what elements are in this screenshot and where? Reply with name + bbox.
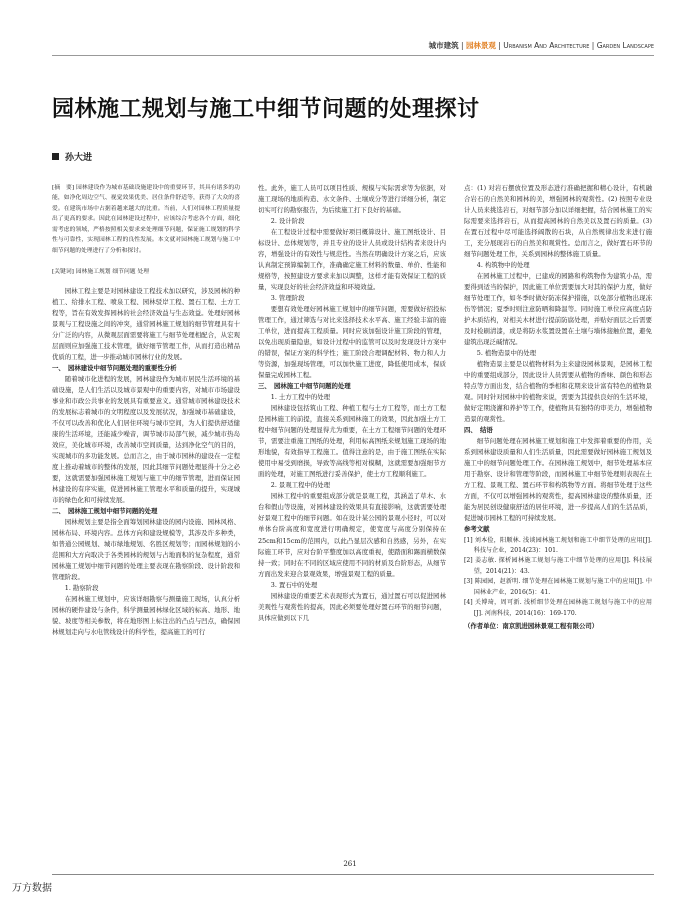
paragraph: 三、 园林施工中细节问题的处理 — [258, 382, 351, 391]
paragraph: 二、 园林施工规划中细节问题的处理 — [52, 507, 158, 516]
paragraph: 园林建设包括筑山工程、种植工程与土方工程等，而土方工程是园林施工的前提，直接关系到园林施工的效果，因此加强土方工程中细节问题的处理显得尤为重要，在土方工程细节问题的处理环节，需要注重施工图纸的处理，利用标高图纸来规划施工现场的地形地貌，有效指导工程施工。值得注意的是，由于施工图纸在实际使用中易受到磨损，导致等高线等相对模糊，这就需要加强细节方面的处理，对施工图纸进行妥善保护，使土方工程顺利施工。 — [258, 404, 446, 479]
header-english: Urbanism And Architecture — [503, 41, 590, 50]
footer-divider — [52, 874, 654, 875]
text-column-1 — [52, 183, 240, 638]
header-section: 城市建筑 — [428, 41, 459, 50]
paragraph: 性。此外，施工人员可以项目性质、规模与实际需求等为依据，对施工现场的地质构造、水文条件、土壤成分等进行详细分析，制定切实可行的勘察报告，为后续施工打下良好的基础。 — [258, 184, 446, 215]
paragraph: 在工程设计过程中需要做好项目概算设计、施工图纸设计、目标设计、总体规划等，并且专业的设计人员或设计结构者来设计内容，增强设计的有效性与规范性。当然在明确设计方案之后，应该认真制定预算编制工作，准确确定施工材料的数量、单价、性能和规格等，按照建设方要求来加以调整，这样才能有效保证工程的质量，实现良好的社会经济效益和环境效益。 — [258, 228, 446, 292]
paragraph: [4] 关博琦，周可新. 浅析细节处理在园林施工规划与施工中的应用[J]. 河南科技，2014(16)：169-170. — [464, 599, 652, 617]
paragraph: 随着城市化进程的发展，园林建设作为城市居民生活环境的基础设施，是人们生活以及城市景观中的重要内容，对城市市场建设事业和市政公共事业的发展具有重要意义。通常城市园林建设技术的发展标志着城市的文明程度以及发展状况，加强城市基础建设，不仅可以改善和优化人们居住环境与城市空间，为人们提供舒适健康的生活环境，还能减少噪音，调节城市局部气候，减少城市热岛效应，美化城市环境，改善城市空间质量，达到净化空气的目的，实现城市的多功能发展。总而言之，由于城市园林的建设在一定程度上推动着城市的整体的发展，因此其细节问题处理显得十分之必要，这就需要加强园林施工规划与施工中的细节管理，进而保证园林建设的有序实施，促进园林施工管理水平和质量的提升，实现城市的绿色化和可持续发展。 — [52, 375, 240, 505]
paragraph: 细节问题处理在园林施工规划和施工中发挥着重要的作用，关系到园林建设质量和人们生活质量，因此需要做好园林施工规划及施工中的细节问题处理工作。在园林施工规划中，细节处理基本应用于勘察、设计和管理等阶段，而园林施工中细节处理则表现在土方工程、景观工程、置石环节和构筑物等方面。将细节处理于这些方面，不仅可以增强园林的观赏性，提高园林建设的整体质量，还能为居民创设健康舒适的居住环境，进一步提高人们的生活品质，促进城市园林工程的可持续发展。 — [464, 437, 652, 523]
paragraph: 1. 土方工程中的处理 — [270, 393, 331, 402]
author-name: 孙大进 — [65, 153, 93, 163]
paragraph: 参考文献 — [464, 525, 490, 534]
paragraph: 2. 景观工程中的处理 — [270, 481, 331, 490]
paragraph: [关键词] 园林施工规划 细节问题 处理 — [52, 268, 150, 275]
paragraph: 3. 置石中的处理 — [270, 580, 318, 589]
header-english-sub: Garden Landscape — [596, 41, 654, 50]
paragraph: 点：(1) 对岩石摆放位置及形态进行准确把握和精心设计，有机融合岩石的自然美和园林的美，增强园林的观赏性。(2) 按照专业设计人员来挑选岩石，对细节部分加以详细把握，结合园林施工的实际需要来选择岩石，从而提高园林的自然美以及置石的质量。(3) 在置石过程中尽可能选择阔散的石块，从自然规律出发来进行施工，充分展现岩石的自然美和观赏性。总而言之，做好置石环节的细节问题处理工作，关系到园林的整体施工质量。 — [464, 184, 652, 259]
paragraph: 园林工程主要是对园林建设工程技术加以研究，涉及园林的种植工、给排水工程、喷泉工程、园林驳岸工程、置石工程、土方工程等，旨在有效发挥园林的社会经济效益与生态效益。处理好园林景观与工程设施之间的冲突，通常园林施工规划的细节管理具有十分广泛的内容，从微观层面需要将施工与细节处理相配合，从宏观层面则应加强施工技术管理，做好细节管理工作，从而打造出精品优质的工程，进一步推动城市园林行业的发展。 — [52, 286, 240, 362]
paragraph: [2] 姜志敏. 探析园林施工规划与施工中细节处理的应用[J]. 科技展望，2014(21)：43. — [464, 557, 652, 575]
running-header: 城市建筑 | 园林景观 | Urbanism And Architecture | Garden Landscape — [428, 41, 654, 50]
author-square-icon — [52, 153, 59, 160]
header-subsection: 园林景观 — [465, 41, 496, 50]
paragraph: [1] 刘本俭，阳顺林. 浅谈园林施工规划和施工中细节处理的应用[J]. 科技与企业，2014(23)：101. — [464, 536, 652, 554]
paragraph: [摘 要] 园林建设作为城市基础设施建设中的重要环节，其具有诸多的功能，如净化周边空气、视觉效果优美、居住条件舒适等，获得了大众的喜爱。在建筑市场中占据着越来越大的比重。当前，人们对园林工程质量提出了更高的要求。因此在园林建设过程中，应该综合考虑各个方面，细化需考虑的领域，严格按照相关要求来处理细节问题，保证施工规划的科学性与可靠性，实现园林工程的良性发展。本文就对园林施工规划与施工中细节问题的处理进行了分析和探讨。 — [52, 185, 240, 254]
paragraph: 园林建设的重要艺术表现形式为置石，通过置石可以促进园林美观性与观赏性的提高，因此必须要处理好置石环节的细节问题，具体应做到以下几 — [258, 591, 446, 622]
paragraph: 园林工程中的重要组成部分就是景观工程，其涵盖了草木、水台和假山等设施，对园林建设的效果具有直接影响，这就需要处理好景观工程中的细节问题。如在设计某公园的景观小径时，可以对单体台阶高度和宽度进行明确规定，使宽度与高度分别保持在25cm和15cm的范围内，以此凸显层次感和自然感，另外，在实际施工环节，应对台阶平整度加以高度重视，使踏面和踢面横数保持一致；同时在不同的区域应使用不同的材质及台阶形态，从细节方面出发来迎合景观效果，增强景观工程的质量。 — [258, 492, 446, 578]
paragraph: 植物造景主要是以植物材料为主来建设园林景观，是园林工程中的重要组成部分，因此设计人员需要从植物的香味、颜色和形态特点等方面出发，结合植物的季相和花期来设计富有特色的植物景观。同时针对园林中的植物来说，需要为其提供良好的生活环境，做好定期浇灌和养护等工作，使植物具有独特的审美力，增强植物造景的观赏性。 — [464, 360, 652, 424]
paragraph: 要想有效处理好园林施工规划中的细节问题，需要做好招投标管理工作，通过筛选与对比来选择技术水平高、施工经验丰富的施工单位，进而提高工程质量。同时应该加强设计施工阶段的管理，以免出现质量隐患，如设计过程中的监管可以及时发现设计方案中的错误，保证方案的科学性；施工阶段合理调配材料、物力和人力等资源，加强现场管理，可以加快施工进度，降低使用成本，保质保量完成园林工程。 — [258, 305, 446, 380]
paragraph: 一、 园林建设中细节问题处理的重要性分析 — [52, 364, 177, 373]
page-number: 261 — [343, 860, 357, 868]
paragraph: 园林规划主要是指全面筹划园林建设的园内设施、园林风格、园林布局、环境内容。总体方向和建设规模等，其涉及许多种类，如普通公园规划、城市绿地规划、名胜区规划等；而园林规划的小范围和大方向取决于各类园林的规划与占地面积的复杂程度，通常园林施工规划中细节问题的处理主要表现在勘察阶段、设计阶段和管理阶段。 — [52, 518, 240, 582]
paragraph: 在园林施工规划中，应该详细勘察与测量施工现场，认真分析园林的硬件建设与条件，科学测量园林绿化区域的标高、地形、地貌、坡度等相关参数，将在地形图上标注出的凸点与凹点，确保园林规划走向与水电管线设计的科学性，提高施工的可行 — [52, 595, 240, 637]
paragraph: 4. 构筑物中的处理 — [476, 261, 530, 270]
text-column-3 — [464, 183, 652, 632]
paragraph: 2. 设计阶段 — [270, 217, 305, 226]
text-column-2 — [258, 183, 446, 624]
article-title: 园林施工规划与施工中细节问题的处理探讨 — [52, 97, 480, 122]
paragraph: 四、 结语 — [464, 426, 493, 435]
paragraph: [3] 陈园园，赵新明. 细节处理在园林施工规划与施工中的应用[J]. 中国林业产业，2016(5)：41. — [464, 578, 652, 596]
footer-logo: 万方数据 — [12, 883, 52, 894]
paragraph: 在园林施工过程中，已建成的园路和构筑物作为建筑小品，需要得到适当的保护，因此施工单位需要加大对其的保护力度，做好细节处理工作，如冬季时做好防冻保护措施，以免部分植物出现冻伤等情况；夏季时则注意防晒和降温等。同时施工单位应高度点防护木质结构，对相关木材进行提前防腐处理，并贴好面层之后需要及时检刷清漆，或是将防水浆置设置在土壤与墙体接触位置，避免建筑出现泛碱情况。 — [464, 272, 652, 347]
author-line — [52, 150, 92, 163]
paragraph: 1. 勘察阶段 — [64, 584, 99, 593]
paragraph: 3. 管理阶段 — [270, 294, 305, 303]
header-divider — [52, 55, 654, 56]
paragraph: 5. 植物造景中的处理 — [476, 349, 537, 358]
paragraph: （作者单位：南京凯进园林景观工程有限公司） — [464, 622, 599, 631]
